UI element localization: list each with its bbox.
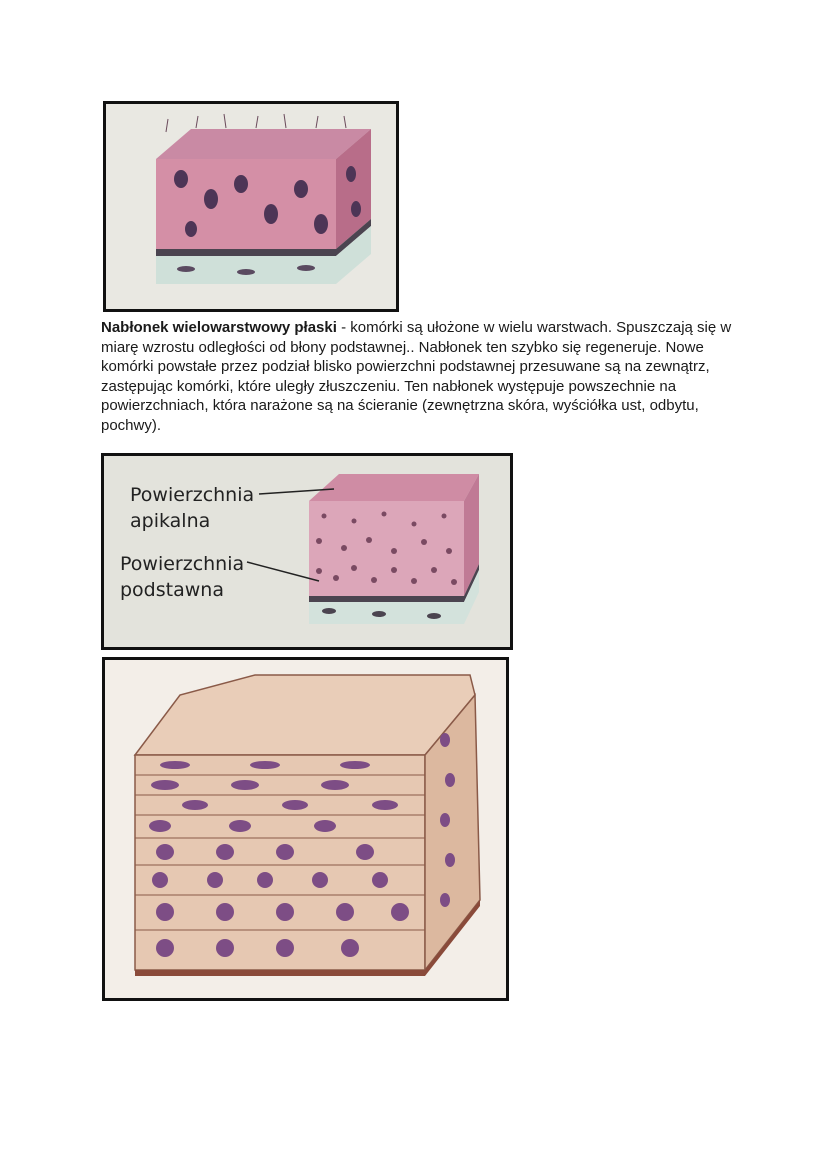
label-basal-surface-line2: podstawna <box>120 579 224 601</box>
paragraph-title: Nabłonek wielowarstwowy płaski <box>101 319 337 336</box>
paragraph-body: - komórki są ułożone w wielu warstwach. Spuszczają się w miarę wzrostu odległości od błony podstawnej.. Nabłonek ten szybko się regeneruje. Nowe komórki powstałe przez podział blisko powierzchni podstawnej przesuwane są na zewnątrz, zastępując komórki, które uległy złuszczeniu. Ten nabłonek występuje powszechnie na powierzchniach, która narażone są na ścieranie (zewnętrzna skóra, wyściółka ust, odbytu, pochwy). <box>101 319 732 434</box>
label-apical-surface-line2: apikalna <box>130 510 211 532</box>
squamous-cells-illustration <box>105 660 506 998</box>
label-basal-surface-line1: Powierzchnia <box>120 553 245 575</box>
columnar-epithelium-figure <box>103 101 399 312</box>
description-paragraph <box>101 318 741 436</box>
squamous-cell-layers-figure <box>102 657 509 1001</box>
columnar-epithelium-illustration <box>106 104 396 309</box>
stratified-squamous-epithelium-figure <box>101 453 513 650</box>
label-apical-surface-line1: Powierzchnia <box>130 484 255 506</box>
